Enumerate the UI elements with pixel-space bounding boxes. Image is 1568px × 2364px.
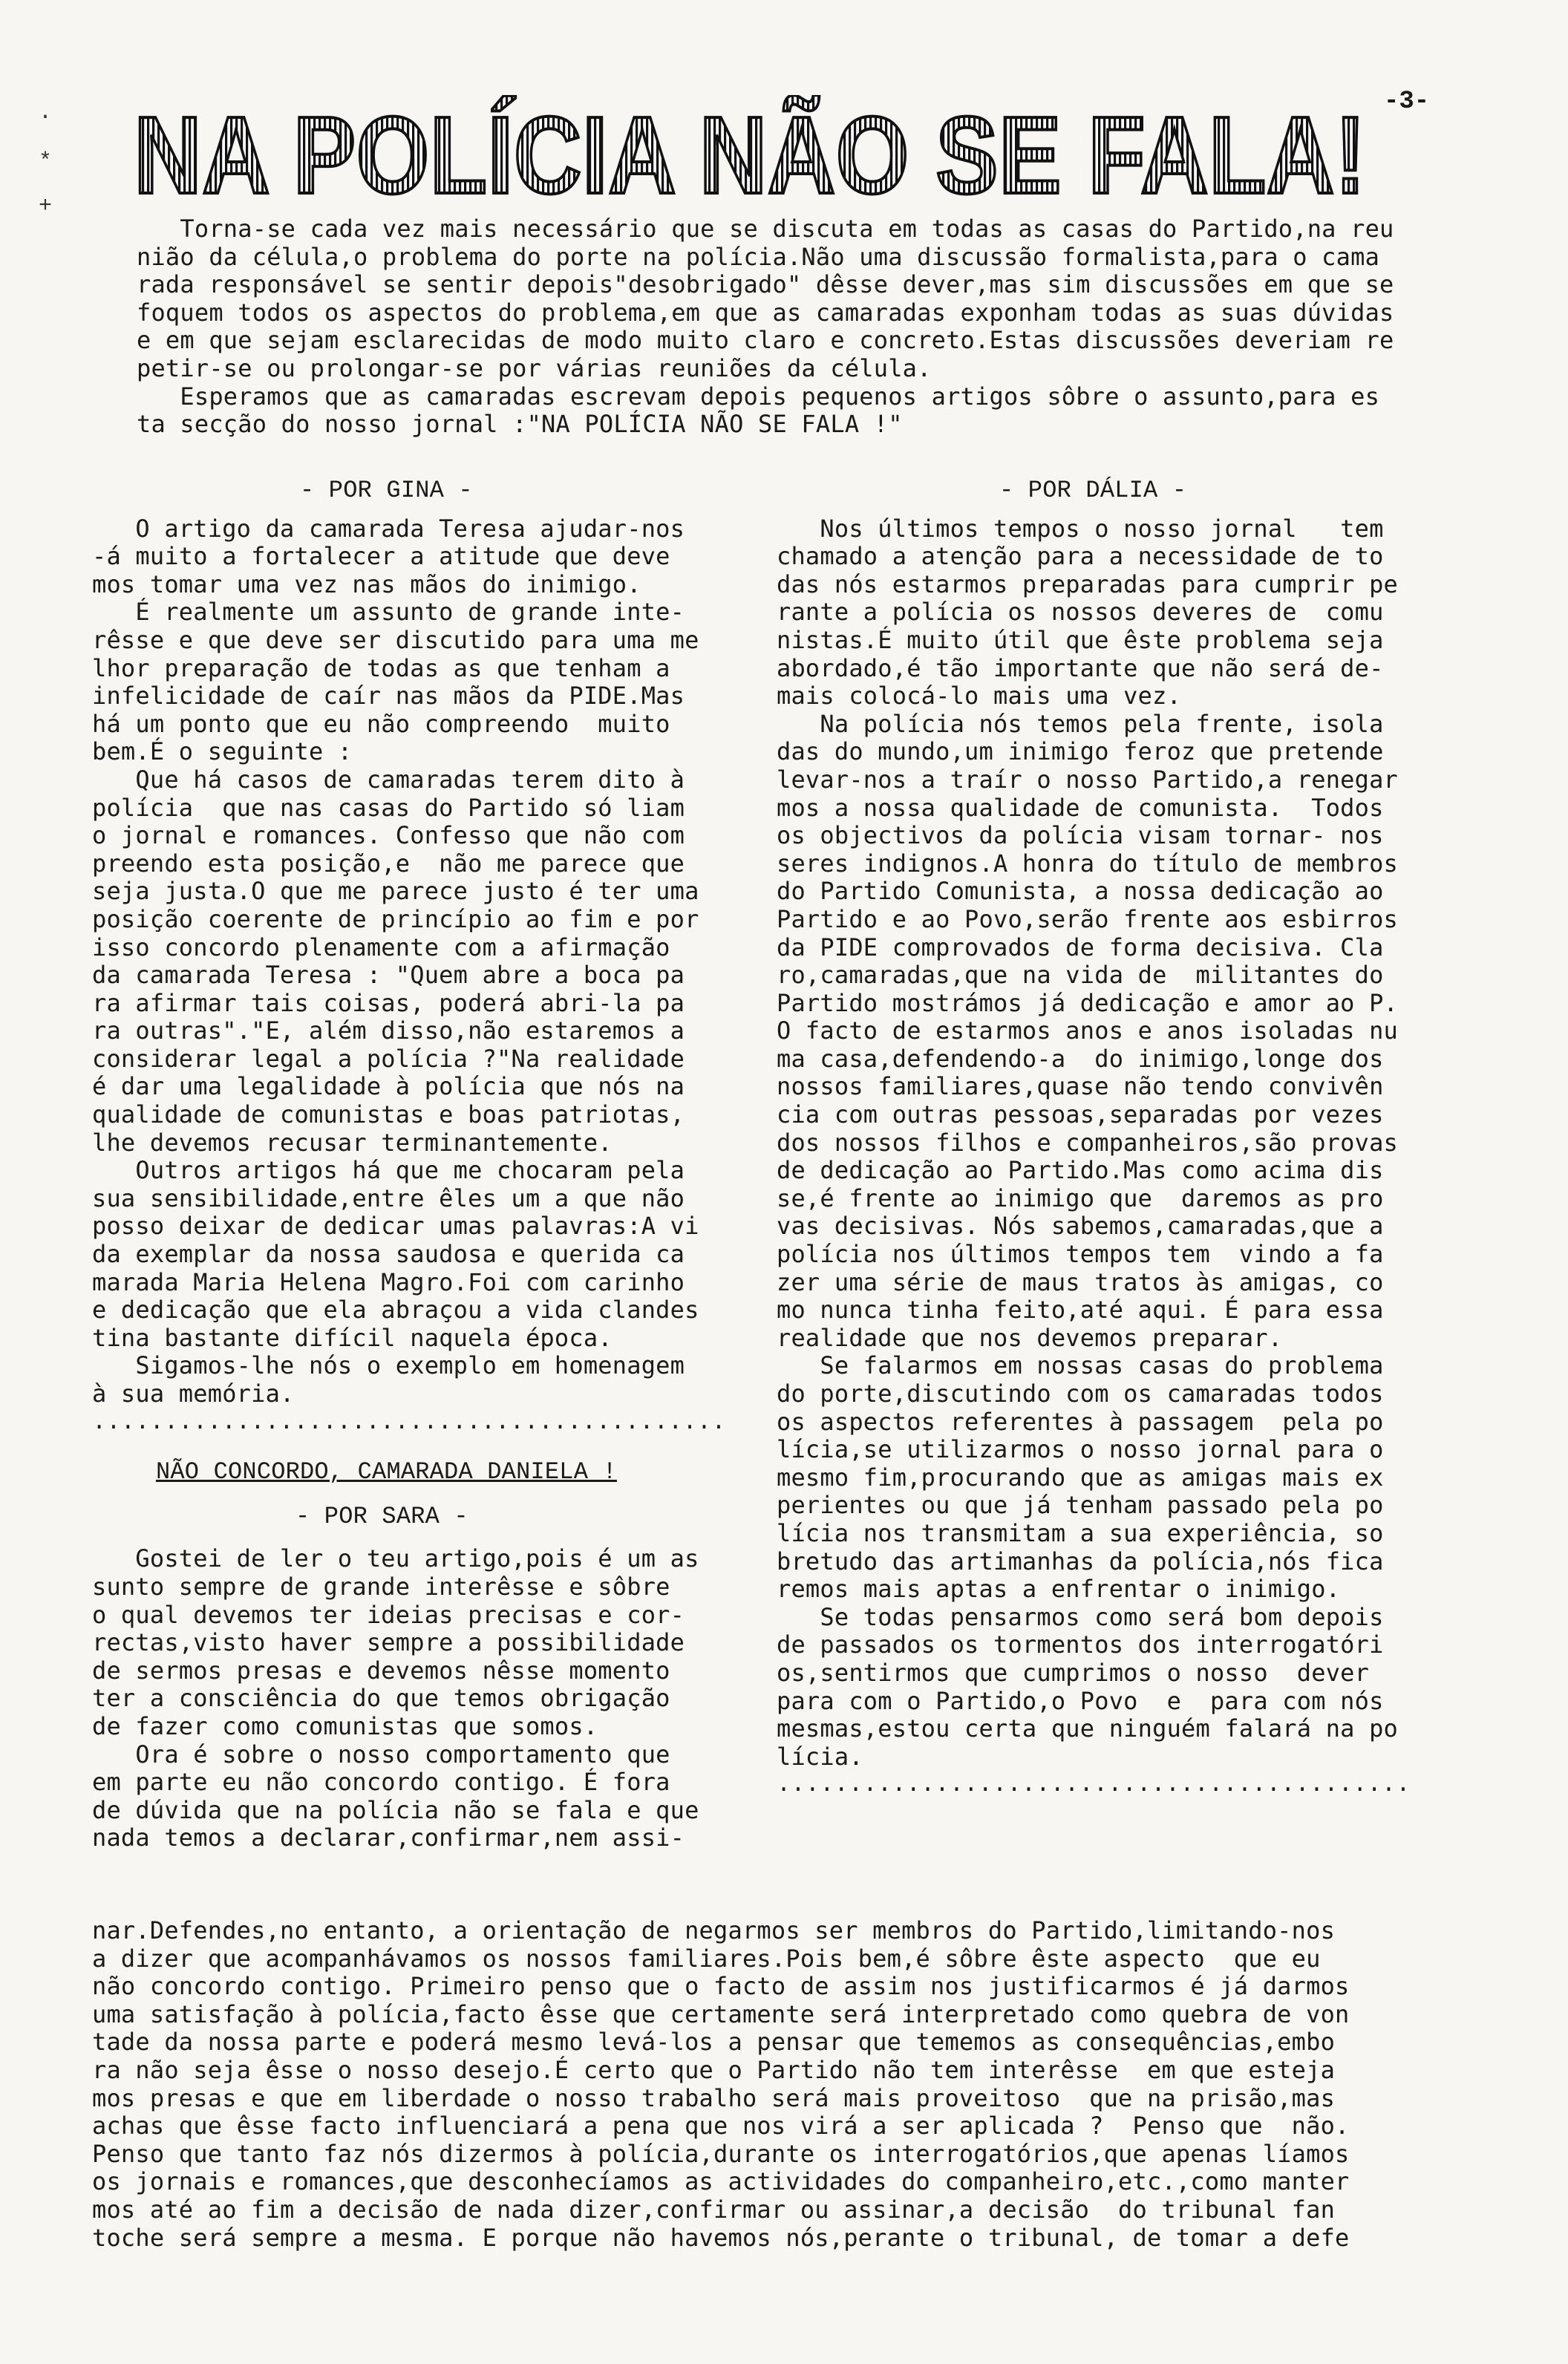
article-sara-text: Gostei de ler o teu artigo,pois é um as sunto sempre de grande interêsse e sôbre o qual devemos ter ideias precisas e cor- rectas,visto haver sempre a possibilidade de sermos presas e devemos nêsse momento ter a consciência do que temos obrigação de fazer como comunistas que somos. Ora é sobre o nosso comportamento que em parte eu não concordo contigo. É fora de dúvida que na polícia não se fala e que nada temos a declarar,confirmar,nem assi- bbox=[92, 1544, 699, 1852]
separator-left: ............................................ bbox=[92, 1408, 726, 1436]
title-banner bbox=[126, 95, 1373, 206]
intro-text: Torna-se cada vez mais necessário que se discuta em todas as casas do Partido,na reu nião da célula,o problema do porte na polícia.Não uma discussão formalista,para o cama rada responsável se sentir depois"desobrigado" dêsse dever,mas sim discussões em que se foquem todos os aspectos do problema,em que as camaradas exponham todas as suas dúvidas e em que sejam esclarecidas de modo muito claro e concreto.Estas discussões deveriam re petir-se ou prolongar-se por várias reuniões da célula. Esperamos que as camaradas escrevam depois pequenos artigos sôbre o assunto,para es ta secção do nosso jornal :"NA POLÍCIA NÃO SE FALA !" bbox=[137, 215, 1394, 439]
right-column bbox=[777, 477, 1467, 1799]
margin-marks: · * + bbox=[39, 105, 53, 219]
byline-gina: - POR GINA - bbox=[300, 477, 473, 504]
byline-dalia: - POR DÁLIA - bbox=[999, 477, 1187, 504]
article-sara-heading: NÃO CONCORDO, CAMARADA DANIELA ! bbox=[156, 1458, 617, 1486]
article-sara-continuation bbox=[92, 1917, 1503, 2252]
page-number: -3- bbox=[1384, 88, 1430, 116]
article-dalia-text: Nos últimos tempos o nosso jornal tem chamado a atenção para a necessidade de to das nós estarmos preparadas para cumprir pe rante a polícia os nossos deveres de comu nistas.É muito útil que êste problema seja abordado,é tão importante que não será de- mais colocá-lo mais uma vez. Na polícia nós temos pela frente, isola das do mundo,um inimigo feroz que pretende levar-nos a traír o nosso Partido,a renegar mos a nossa qualidade de comunista. Todos os objectivos da polícia visam tornar- nos seres indignos.A honra do título de membros do Partido Comunista, a nossa dedicação ao Partido e ao Povo,serão frente aos esbirros da PIDE comprovados de forma decisiva. Cla ro,camaradas,que na vida de militantes do Partido mostrámos já dedicação e amor ao P. O facto de estarmos anos e anos isoladas nu ma casa,defendendo-a do inimigo,longe dos nossos familiares,quase não tendo convivên cia com outras pessoas,separadas por vezes dos nossos filhos e companheiros,são provas de dedicação ao Partido.Mas como acima dis se,é frente ao inimigo que daremos as pro vas decisivas. Nós sabemos,camaradas,que a polícia nos últimos tempos tem vindo a fa zer uma série de maus tratos às amigas, co mo nunca tinha feito,até aqui. É para essa realidade que nos devemos preparar. Se falarmos em nossas casas do problema do porte,discutindo com os camaradas todos os aspectos referentes à passagem pela po lícia,se utilizarmos o nosso jornal para o mesmo fim,procurando que as amigas mais ex perientes ou que já tenham passado pela po lícia nos transmitam a sua experiência, so bretudo das artimanhas da polícia,nós fica remos mais aptas a enfrentar o inimigo. Se todas pensarmos como será bom depois de passados os tormentos dos interrogatóri os,sentirmos que cumprimos o nosso dever para com o Partido,o Povo e para com nós mesmas,estou certa que ninguém falará na po lícia. bbox=[777, 514, 1399, 1771]
byline-sara: - POR SARA - bbox=[295, 1502, 468, 1530]
intro-paragraph bbox=[137, 215, 1495, 439]
title-graphic bbox=[126, 95, 1373, 206]
left-column bbox=[92, 477, 760, 1852]
page-title: NA POLÍCIA NÃO SE FALA! bbox=[134, 95, 1366, 206]
article-gina-text: O artigo da camarada Teresa ajudar-nos -á muito a fortalecer a atitude que deve mos tomar uma vez nas mãos do inimigo. É realmente um assunto de grande inte- rêsse e que deve ser discutido para uma me lhor preparação de todas as que tenham a infelicidade de caír nas mãos da PIDE.Mas há um ponto que eu não compreendo muito bem.É o seguinte : Que há casos de camaradas terem dito à polícia que nas casas do Partido só liam o jornal e romances. Confesso que não com preendo esta posição,e não me parece que seja justa.O que me parece justo é ter uma posição coerente de princípio ao fim e por isso concordo plenamente com a afirmação da camarada Teresa : "Quem abre a boca pa ra afirmar tais coisas, poderá abri-la pa ra outras"."E, além disso,não estaremos a considerar legal a polícia ?"Na realidade é dar uma legalidade à polícia que nós na qualidade de comunistas e boas patriotas, lhe devemos recusar terminantemente. Outros artigos há que me chocaram pela sua sensibilidade,entre êles um a que não posso deixar de dedicar umas palavras:A vi da exemplar da nossa saudosa e querida ca marada Maria Helena Magro.Foi com carinho e dedicação que ela abraçou a vida clandes tina bastante difícil naquela época. Sigamos-lhe nós o exemplo em homenagem à sua memória. bbox=[92, 514, 699, 1408]
separator-right: ............................................ bbox=[777, 1771, 1411, 1799]
article-sara-continuation-text: nar.Defendes,no entanto, a orientação de negarmos ser membros do Partido,limitando-nos a dizer que acompanhávamos os nossos familiares.Pois bem,é sôbre êste aspecto que eu não concordo contigo. Primeiro penso que o facto de assim nos justificarmos é já darmos uma satisfação à polícia,facto êsse que certamente será interpretado como quebra de von tade da nossa parte e poderá mesmo levá-los a pensar que tememos as consequências,embo ra não seja êsse o nosso desejo.É certo que o Partido não tem interêsse em que esteja mos presas e que em liberdade o nosso trabalho será mais proveitoso que na prisão,mas achas que êsse facto influenciará a pena que nos virá a ser aplicada ? Penso que não. Penso que tanto faz nós dizermos à polícia,durante os interrogatórios,que apenas líamos os jornais e romances,que desconhecíamos as actividades do companheiro,etc.,como manter mos até ao fim a decisão de nada dizer,confirmar ou assinar,a decisão do tribunal fan toche será sempre a mesma. E porque não havemos nós,perante o tribunal, de tomar a defe bbox=[92, 1916, 1350, 2252]
